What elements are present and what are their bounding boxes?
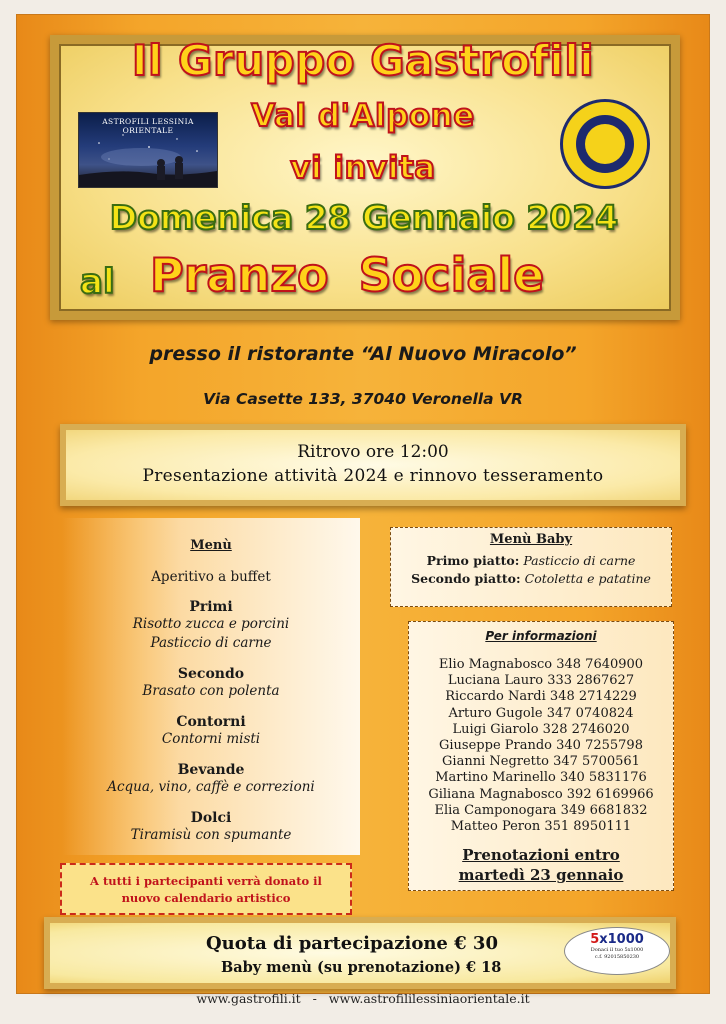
menu-category: Secondo <box>177 666 245 682</box>
baby-menu-lines <box>391 552 671 588</box>
menu-section <box>62 762 360 797</box>
title-line3: vi invita <box>290 150 436 186</box>
booking-line2: martedì 23 gennaio <box>458 866 624 885</box>
menu-panel <box>62 518 360 855</box>
menu-item: Contorni misti <box>161 731 261 747</box>
astrofili-logo <box>78 112 218 188</box>
ritrovo-description: Presentazione attività 2024 e rinnovo tesseramento <box>142 466 604 486</box>
five-per-mille-logo <box>565 932 669 947</box>
menu-item: Tiramisù con spumante <box>130 827 292 843</box>
ritrovo-time: Ritrovo ore 12:00 <box>297 442 449 462</box>
restaurant-address: Via Casette 133, 37040 Veronella VR <box>203 390 523 408</box>
contact-item: Gianni Negretto 347 5700561 <box>442 754 640 770</box>
ritrovo-box <box>60 424 686 506</box>
contact-item: Giuseppe Prando 340 7255798 <box>439 738 643 754</box>
baby-secondo-value: Cotoletta e patatine <box>524 571 651 586</box>
menu-item: Pasticcio di carne <box>150 635 272 651</box>
baby-menu-title: Menù Baby <box>489 532 573 547</box>
title-line1: Il Gruppo Gastrofili <box>131 36 595 85</box>
contact-item: Riccardo Nardi 348 2714229 <box>445 689 637 705</box>
baby-primo-value: Pasticcio di carne <box>523 553 636 568</box>
title-line2: Val d'Alpone <box>251 98 475 134</box>
contact-item: Elio Magnabosco 348 7640900 <box>438 657 644 672</box>
badge-x1000: x1000 <box>599 932 644 947</box>
info-title: Per informazioni <box>485 629 597 643</box>
menu-category: Bevande <box>177 762 245 778</box>
menu-section <box>62 666 360 701</box>
contact-item: Luciana Lauro 333 2867627 <box>447 673 635 689</box>
baby-price: Baby menù (su prenotazione) € 18 <box>221 959 502 976</box>
badge-five: 5 <box>590 932 600 947</box>
menu-item: Risotto zucca e porcini <box>132 616 290 632</box>
menu-category: Contorni <box>176 714 246 730</box>
five-per-mille-badge <box>564 927 670 975</box>
menu-category: Dolci <box>190 810 232 826</box>
al-word: al <box>80 262 115 302</box>
menu-category: Primi <box>189 599 233 615</box>
badge-line2: c.f. 92015850230 <box>594 954 640 960</box>
menu-section <box>62 599 360 653</box>
contact-list <box>409 657 673 835</box>
event-name: Pranzo Sociale <box>150 248 545 302</box>
baby-secondo-label: Secondo piatto: <box>411 571 521 586</box>
gift-line1: A tutti i partecipanti verrà donato il <box>90 874 322 888</box>
contact-item: Giliana Magnabosco 392 6169966 <box>428 786 654 802</box>
menu-item: Acqua, vino, caffè e correzioni <box>107 779 315 795</box>
logo-left-caption: ASTROFILI LESSINIA ORIENTALE <box>102 117 194 135</box>
menu-item: Brasato con polenta <box>142 683 280 699</box>
menu-section <box>62 810 360 845</box>
club-seal <box>560 99 650 189</box>
quota-price: Quota di partecipazione € 30 <box>206 933 498 954</box>
contact-item: Luigi Giarolo 328 2746020 <box>452 721 630 737</box>
seal-center-icon <box>585 124 625 164</box>
contact-item: Martino Marinello 340 5831176 <box>435 770 647 786</box>
event-date: Domenica 28 Gennaio 2024 <box>109 198 619 237</box>
menu-section <box>62 714 360 749</box>
info-box <box>408 621 674 891</box>
baby-secondo <box>391 570 671 588</box>
booking-line1: Prenotazioni entro <box>462 846 620 865</box>
baby-menu-box <box>390 527 672 607</box>
contact-item: Elia Camponogara 349 6681832 <box>434 802 648 818</box>
footer-websites[interactable]: www.gastrofili.it - www.astrofililessiniaorientale.it <box>196 991 530 1006</box>
gift-notice <box>60 863 352 915</box>
restaurant-name: presso il ristorante “Al Nuovo Miracolo” <box>149 343 577 365</box>
menu-title: Menù <box>190 538 232 553</box>
booking-deadline <box>409 845 673 885</box>
badge-line1: Donaci il tuo 5x1000 <box>590 947 644 953</box>
baby-primo-label: Primo piatto: <box>426 553 520 568</box>
menu-aperitivo: Aperitivo a buffet <box>151 569 271 585</box>
contact-item: Arturo Gugole 347 0740824 <box>448 705 634 721</box>
baby-primo <box>391 552 671 570</box>
contact-item: Matteo Peron 351 8950111 <box>450 819 632 835</box>
gift-line2: nuovo calendario artistico <box>121 891 291 905</box>
